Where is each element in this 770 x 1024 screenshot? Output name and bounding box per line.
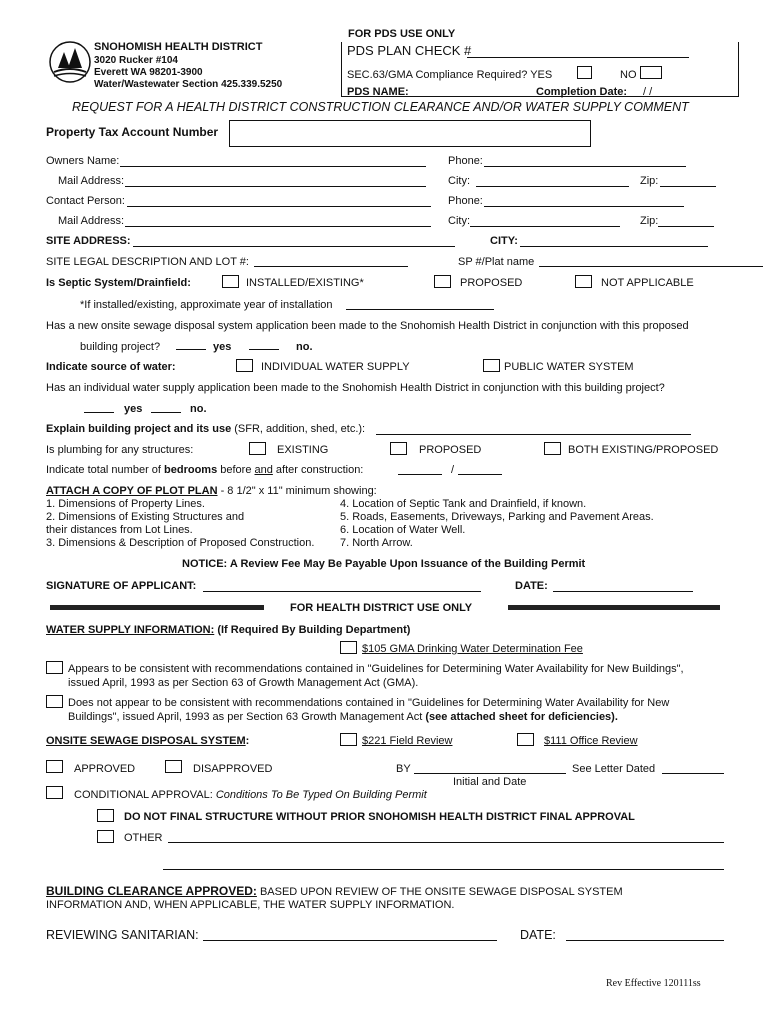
water-supply-info-rest: (If Required By Building Department) — [214, 624, 411, 636]
individual-water-checkbox[interactable] — [236, 359, 253, 372]
sewage-yes-line[interactable] — [176, 349, 206, 350]
other-line-2[interactable] — [163, 869, 724, 870]
sp-plat-label: SP #/Plat name — [458, 256, 535, 268]
water-no-line[interactable] — [151, 412, 181, 413]
sec63-no-label: NO — [620, 69, 637, 81]
gma-fee-label: $105 GMA Drinking Water Determination Fee — [362, 643, 583, 655]
district-section-phone: Water/Wastewater Section 425.339.5250 — [94, 79, 283, 90]
plumbing-proposed-checkbox[interactable] — [390, 442, 407, 455]
owner-mail-address-label: Mail Address: — [58, 175, 125, 187]
plumbing-label: Is plumbing for any structures: — [46, 444, 194, 456]
initial-date-caption: Initial and Date — [453, 776, 527, 788]
signature-line[interactable] — [203, 591, 481, 592]
property-tax-input[interactable] — [229, 120, 591, 147]
by-label: BY — [396, 763, 411, 775]
explain-project-label — [46, 423, 365, 435]
owners-name-line[interactable] — [120, 166, 426, 167]
sewage-no-line[interactable] — [249, 349, 279, 350]
installation-year-line[interactable] — [346, 309, 494, 310]
plumbing-existing-checkbox[interactable] — [249, 442, 266, 455]
disapproved-label: DISAPPROVED — [193, 763, 273, 775]
water-supply-info — [46, 624, 410, 636]
by-line[interactable] — [414, 773, 566, 774]
plot-plan-item: their distances from Lot Lines. — [46, 524, 193, 536]
disapproved-checkbox[interactable] — [165, 760, 182, 773]
plot-plan-heading — [46, 485, 377, 497]
sewage-no-label: no. — [296, 341, 313, 353]
approved-label: APPROVED — [74, 763, 136, 775]
plumbing-both-label: BOTH EXISTING/PROPOSED — [568, 444, 719, 456]
water-question: Has an individual water supply application been made to the Snohomish Health District in conjunction with this building project? — [46, 382, 665, 394]
septic-proposed-checkbox[interactable] — [434, 275, 451, 288]
plot-plan-item: 5. Roads, Easements, Driveways, Parking and Pavement Areas. — [340, 511, 654, 523]
plot-plan-heading-rest: - 8 1/2" x 11" minimum showing: — [217, 485, 377, 497]
building-clearance — [46, 884, 623, 898]
site-city-line[interactable] — [520, 246, 708, 247]
bedrooms-mid: before — [217, 464, 255, 476]
divider-bar-left — [50, 605, 264, 610]
building-clearance-text-2: INFORMATION AND, WHEN APPLICABLE, THE WATER SUPPLY INFORMATION. — [46, 899, 455, 911]
other-label: OTHER — [124, 832, 163, 844]
district-logo — [48, 38, 92, 86]
sec63-question: SEC.63/GMA Compliance Required? YES — [347, 69, 553, 81]
contact-phone-line[interactable] — [484, 206, 684, 207]
owner-zip-line[interactable] — [660, 186, 716, 187]
bedrooms-and: and — [254, 464, 273, 476]
bedrooms-pre: Indicate total number of — [46, 464, 165, 476]
plot-plan-item: 3. Dimensions & Description of Proposed Construction. — [46, 537, 315, 549]
do-not-final-checkbox[interactable] — [97, 809, 114, 822]
do-not-final-label: DO NOT FINAL STRUCTURE WITHOUT PRIOR SNOHOMISH HEALTH DISTRICT FINAL APPROVAL — [124, 811, 635, 823]
bedrooms-slash: / — [451, 464, 455, 476]
sewage-yes-label: yes — [213, 341, 232, 353]
legal-description-label: SITE LEGAL DESCRIPTION AND LOT #: — [46, 256, 249, 268]
site-address-label: SITE ADDRESS: — [46, 235, 131, 247]
water-supply-info-bold: WATER SUPPLY INFORMATION: — [46, 624, 215, 636]
plot-plan-item: 2. Dimensions of Existing Structures and — [46, 511, 245, 523]
building-project-label: building project? — [80, 341, 161, 353]
district-address-2: Everett WA 98201-3900 — [94, 67, 203, 78]
reviewing-sanitarian-line[interactable] — [203, 940, 497, 941]
public-water-checkbox[interactable] — [483, 359, 500, 372]
contact-city-label: City: — [448, 215, 470, 227]
field-review-label: $221 Field Review — [362, 735, 453, 747]
contact-mail-address-label: Mail Address: — [58, 215, 125, 227]
sanitarian-date-line[interactable] — [566, 940, 724, 941]
signature-date-line[interactable] — [553, 591, 693, 592]
onsite-sewage-heading-text: ONSITE SEWAGE DISPOSAL SYSTEM — [46, 735, 246, 747]
sec63-yes-checkbox[interactable] — [577, 66, 592, 79]
consistent-text-2: issued April, 1993 as per Section 63 of Growth Management Act (GMA). — [68, 677, 419, 689]
sanitarian-date-label: DATE: — [520, 928, 556, 942]
district-use-heading: FOR HEALTH DISTRICT USE ONLY — [290, 602, 473, 614]
water-yes-label: yes — [124, 403, 143, 415]
building-clearance-heading: BUILDING CLEARANCE APPROVED: — [46, 884, 257, 898]
septic-label: Is Septic System/Drainfield: — [46, 277, 191, 289]
explain-project-rest: (SFR, addition, shed, etc.): — [231, 423, 366, 435]
owner-phone-line[interactable] — [484, 166, 686, 167]
other-checkbox[interactable] — [97, 830, 114, 843]
completion-date-slashes: / / — [643, 86, 653, 98]
office-review-label: $111 Office Review — [544, 735, 638, 747]
consistent-checkbox[interactable] — [46, 661, 63, 674]
approved-checkbox[interactable] — [46, 760, 63, 773]
septic-installed-checkbox[interactable] — [222, 275, 239, 288]
septic-na-label: NOT APPLICABLE — [601, 277, 694, 289]
public-water-label: PUBLIC WATER SYSTEM — [504, 361, 634, 373]
owners-name-label: Owners Name: — [46, 155, 120, 167]
sp-plat-line[interactable] — [539, 266, 763, 267]
conditional-label: CONDITIONAL APPROVAL: — [74, 789, 216, 801]
site-address-line[interactable] — [133, 246, 455, 247]
bedrooms-bold: bedrooms — [164, 464, 218, 476]
conditional-approval — [74, 789, 427, 801]
plumbing-both-checkbox[interactable] — [544, 442, 561, 455]
district-name: SNOHOMISH HEALTH DISTRICT — [94, 41, 263, 53]
bedrooms-before-line[interactable] — [398, 474, 442, 475]
explain-project-bold: Explain building project and its use — [46, 423, 232, 435]
contact-person-line[interactable] — [127, 206, 431, 207]
septic-installed-label: INSTALLED/EXISTING* — [246, 277, 364, 289]
reviewing-sanitarian-label: REVIEWING SANITARIAN: — [46, 928, 199, 942]
form-title: REQUEST FOR A HEALTH DISTRICT CONSTRUCTION CLEARANCE AND/OR WATER SUPPLY COMMENT — [72, 100, 689, 114]
field-review-checkbox[interactable] — [340, 733, 357, 746]
bedrooms-label — [46, 464, 363, 476]
conditional-checkbox[interactable] — [46, 786, 63, 799]
onsite-sewage-heading — [46, 735, 249, 747]
explain-project-line[interactable] — [376, 434, 691, 435]
owner-city-line[interactable] — [476, 186, 629, 187]
bedrooms-after-line[interactable] — [458, 474, 502, 475]
contact-city-line[interactable] — [470, 226, 620, 227]
revision-note: Rev Effective 120111ss — [606, 978, 701, 989]
divider-bar-right — [508, 605, 720, 610]
contact-zip-line[interactable] — [658, 226, 714, 227]
plumbing-proposed-label: PROPOSED — [419, 444, 482, 456]
signature-label: SIGNATURE OF APPLICANT: — [46, 580, 197, 592]
owner-mail-address-line[interactable] — [125, 186, 426, 187]
see-letter-label: See Letter Dated — [572, 763, 656, 775]
onsite-sewage-colon: : — [245, 735, 250, 747]
plumbing-existing-label: EXISTING — [277, 444, 329, 456]
water-source-label: Indicate source of water: — [46, 361, 176, 373]
bedrooms-post: after construction: — [272, 464, 364, 476]
consistent-text: Appears to be consistent with recommendations contained in "Guidelines for Determining Water Availability for New Buildings", — [68, 663, 684, 675]
office-review-checkbox[interactable] — [517, 733, 534, 746]
other-line[interactable] — [168, 842, 724, 843]
district-address-1: 3020 Rucker #104 — [94, 55, 178, 66]
contact-zip-label: Zip: — [640, 215, 659, 227]
contact-mail-address-line[interactable] — [125, 226, 431, 227]
pds-name-label: PDS NAME: — [347, 86, 409, 98]
plot-plan-item: 1. Dimensions of Property Lines. — [46, 498, 205, 510]
review-fee-notice: NOTICE: A Review Fee May Be Payable Upon Issuance of the Building Permit — [182, 558, 586, 570]
owner-city-label: City: — [448, 175, 470, 187]
conditional-italic: Conditions To Be Typed On Building Permit — [215, 789, 427, 801]
plot-plan-heading-bold: ATTACH A COPY OF PLOT PLAN — [46, 485, 218, 497]
see-letter-line[interactable] — [662, 773, 724, 774]
plot-plan-item: 7. North Arrow. — [340, 537, 413, 549]
not-consistent-text-2 — [68, 711, 618, 723]
pds-plan-check-line[interactable] — [467, 57, 689, 58]
sewage-question: Has a new onsite sewage disposal system application been made to the Snohomish Health District in conjunction with this proposed — [46, 320, 689, 332]
signature-date-label: DATE: — [515, 580, 548, 592]
owner-phone-label: Phone: — [448, 155, 483, 167]
legal-description-line[interactable] — [254, 266, 408, 267]
septic-na-checkbox[interactable] — [575, 275, 592, 288]
not-consistent-text-2b: (see attached sheet for deficiencies). — [425, 711, 618, 723]
pds-plan-check-label: PDS PLAN CHECK # — [347, 43, 472, 58]
not-consistent-text: Does not appear to be consistent with recommendations contained in "Guidelines for Determining Water Availability for New — [68, 697, 670, 709]
water-yes-line[interactable] — [84, 412, 114, 413]
contact-person-label: Contact Person: — [46, 195, 125, 207]
site-city-label: CITY: — [490, 235, 518, 247]
installed-note: *If installed/existing, approximate year of installation — [80, 299, 333, 311]
sec63-no-checkbox[interactable] — [640, 66, 662, 79]
completion-date-label: Completion Date: — [536, 86, 628, 98]
not-consistent-text-2a: Buildings", issued April, 1993 as per Section 63 Growth Management Act — [68, 711, 426, 723]
owner-zip-label: Zip: — [640, 175, 659, 187]
not-consistent-checkbox[interactable] — [46, 695, 63, 708]
pds-use-only: FOR PDS USE ONLY — [348, 28, 456, 40]
plot-plan-item: 4. Location of Septic Tank and Drainfield, if known. — [340, 498, 587, 510]
water-no-label: no. — [190, 403, 207, 415]
gma-fee-checkbox[interactable] — [340, 641, 357, 654]
property-tax-label: Property Tax Account Number — [46, 125, 219, 139]
contact-phone-label: Phone: — [448, 195, 483, 207]
septic-proposed-label: PROPOSED — [460, 277, 523, 289]
building-clearance-rest: BASED UPON REVIEW OF THE ONSITE SEWAGE DISPOSAL SYSTEM — [256, 886, 623, 898]
plot-plan-item: 6. Location of Water Well. — [340, 524, 466, 536]
individual-water-label: INDIVIDUAL WATER SUPPLY — [261, 361, 410, 373]
